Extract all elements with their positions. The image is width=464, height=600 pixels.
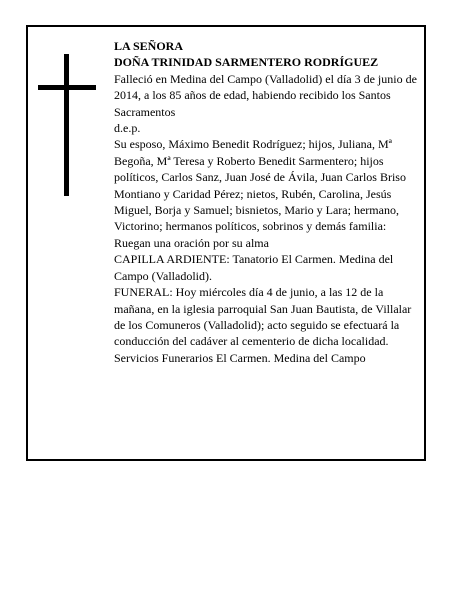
funeral-services: Servicios Funerarios El Carmen. Medina del Campo [114,350,366,365]
prayer-request: Ruegan una oración por su alma [114,235,269,250]
funeral-info: FUNERAL: Hoy miércoles día 4 de junio, a las 12 de la mañana, en la iglesia parroquial San Juan Bautista, de Villalar de los Comuneros (Valladolid); acto seguido se efectuará la conducción del cadáver al cementerio de dicha localidad. [114,285,412,349]
family-list: Su esposo, Máximo Benedit Rodríguez; hijos, Juliana, Mª Begoña, Mª Teresa y Roberto Benedit Sarmentero; hijos políticos, Carlos Sanz, Juan José de Ávila, Juan Carlos Briso Montiano y Caridad Pérez; nietos, Rubén, Carolina, Jesús Miguel, Borja y Samuel; bisnietos, Mario y Lara; hermano, Victorino; hermanos políticos, sobrinos y demás familia: [114,137,406,234]
cross-icon [64,54,69,196]
notice-text [114,38,424,366]
heading-title: LA SEÑORA [114,39,184,53]
cross-icon-bar [38,85,96,90]
chapel-info: CAPILLA ARDIENTE: Tanatorio El Carmen. Medina del Campo (Valladolid). [114,252,394,283]
rip-abbreviation: d.e.p. [114,121,141,136]
deceased-name: DOÑA TRINIDAD SARMENTERO RODRÍGUEZ [114,55,379,70]
death-announcement: Falleció en Medina del Campo (Valladolid) el día 3 de junio de 2014, a los 85 años de edad, habiendo recibido los Santos Sacramentos [114,71,417,119]
